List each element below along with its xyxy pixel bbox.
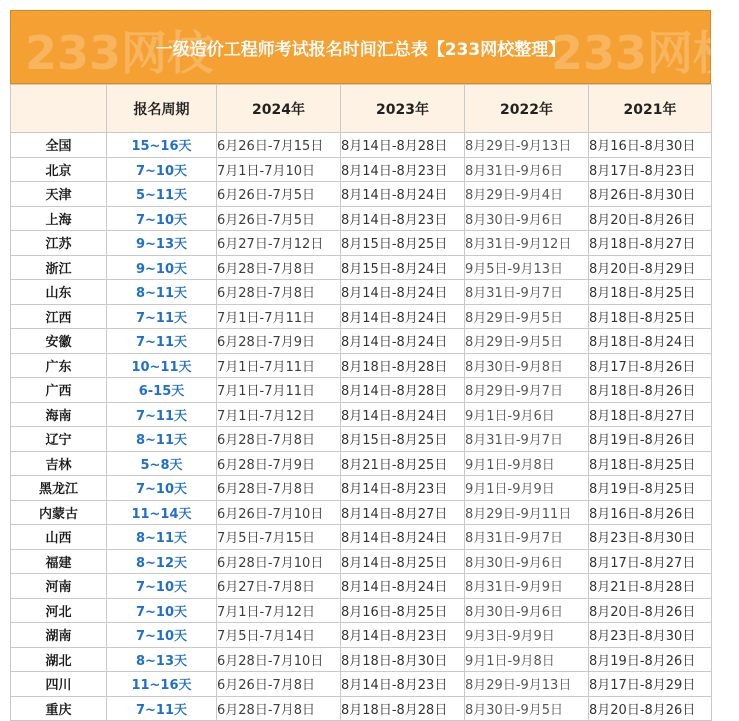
- date-2024-cell: 6月26日-7月10日: [217, 500, 341, 525]
- period-cell: 7~11天: [107, 402, 217, 427]
- date-2024-cell: 7月1日-7月12日: [217, 402, 341, 427]
- period-cell: 7~10天: [107, 206, 217, 231]
- date-2024-cell: 6月28日-7月10日: [217, 549, 341, 574]
- table-row: [11, 476, 712, 501]
- watermark-right: 233网校: [551, 26, 739, 80]
- table-row: [11, 500, 712, 525]
- period-cell: 11~16天: [107, 672, 217, 697]
- period-cell: 11~14天: [107, 500, 217, 525]
- date-2024-cell: 6月28日-7月8日: [217, 255, 341, 280]
- date-2023-cell: 8月14日-8月23日: [341, 476, 465, 501]
- table-row: [11, 451, 712, 476]
- period-cell: 8~11天: [107, 525, 217, 550]
- date-2021-cell: 8月18日-8月25日: [589, 451, 712, 476]
- region-cell: 内蒙古: [11, 500, 107, 525]
- date-2024-cell: 6月28日-7月10日: [217, 647, 341, 672]
- date-2024-cell: 6月26日-7月5日: [217, 182, 341, 207]
- table-row: [11, 378, 712, 403]
- date-2021-cell: 8月16日-8月30日: [589, 133, 712, 158]
- region-cell: 湖北: [11, 647, 107, 672]
- table-row: [11, 231, 712, 256]
- region-cell: 天津: [11, 182, 107, 207]
- date-2024-cell: 6月27日-7月8日: [217, 574, 341, 599]
- date-2021-cell: 8月18日-8月27日: [589, 402, 712, 427]
- date-2022-cell: 8月31日-9月7日: [465, 280, 589, 305]
- date-2024-cell: 7月1日-7月11日: [217, 378, 341, 403]
- region-cell: 河南: [11, 574, 107, 599]
- date-2024-cell: 6月28日-7月8日: [217, 696, 341, 721]
- date-2024-cell: 7月5日-7月14日: [217, 623, 341, 648]
- header-row: [11, 85, 712, 133]
- period-cell: 8~11天: [107, 280, 217, 305]
- date-2023-cell: 8月14日-8月24日: [341, 304, 465, 329]
- date-2023-cell: 8月15日-8月25日: [341, 427, 465, 452]
- region-cell: 安徽: [11, 329, 107, 354]
- date-2023-cell: 8月14日-8月25日: [341, 549, 465, 574]
- region-cell: 山东: [11, 280, 107, 305]
- date-2022-cell: 8月29日-9月13日: [465, 672, 589, 697]
- date-2022-cell: 8月29日-9月5日: [465, 304, 589, 329]
- date-2021-cell: 8月18日-8月26日: [589, 378, 712, 403]
- date-2024-cell: 7月1日-7月11日: [217, 304, 341, 329]
- region-cell: 北京: [11, 157, 107, 182]
- table-row: [11, 280, 712, 305]
- date-2022-cell: 9月5日-9月13日: [465, 255, 589, 280]
- date-2022-cell: 8月30日-9月6日: [465, 206, 589, 231]
- date-2024-cell: 6月28日-7月8日: [217, 476, 341, 501]
- date-2023-cell: 8月14日-8月23日: [341, 672, 465, 697]
- table-row: [11, 353, 712, 378]
- region-cell: 江苏: [11, 231, 107, 256]
- table-row: [11, 623, 712, 648]
- period-cell: 7~10天: [107, 157, 217, 182]
- date-2021-cell: 8月20日-8月26日: [589, 598, 712, 623]
- date-2024-cell: 6月26日-7月5日: [217, 206, 341, 231]
- date-2023-cell: 8月18日-8月30日: [341, 647, 465, 672]
- date-2022-cell: 9月1日-9月8日: [465, 647, 589, 672]
- date-2024-cell: 6月28日-7月8日: [217, 427, 341, 452]
- region-cell: 吉林: [11, 451, 107, 476]
- date-2023-cell: 8月14日-8月24日: [341, 280, 465, 305]
- date-2024-cell: 7月1日-7月12日: [217, 598, 341, 623]
- date-2023-cell: 8月15日-8月25日: [341, 231, 465, 256]
- period-cell: 10~11天: [107, 353, 217, 378]
- region-cell: 黑龙江: [11, 476, 107, 501]
- date-2023-cell: 8月14日-8月24日: [341, 574, 465, 599]
- date-2023-cell: 8月14日-8月24日: [341, 402, 465, 427]
- period-cell: 7~10天: [107, 623, 217, 648]
- region-cell: 广西: [11, 378, 107, 403]
- registration-table: [10, 84, 712, 721]
- region-cell: 江西: [11, 304, 107, 329]
- period-cell: 15~16天: [107, 133, 217, 158]
- date-2023-cell: 8月14日-8月23日: [341, 157, 465, 182]
- header-blank: [11, 85, 107, 133]
- period-cell: 5~8天: [107, 451, 217, 476]
- date-2021-cell: 8月19日-8月25日: [589, 476, 712, 501]
- title-banner: [10, 10, 739, 84]
- date-2023-cell: 8月14日-8月24日: [341, 329, 465, 354]
- period-cell: 8~12天: [107, 549, 217, 574]
- date-2024-cell: 7月5日-7月15日: [217, 525, 341, 550]
- region-cell: 山西: [11, 525, 107, 550]
- date-2022-cell: 8月31日-9月7日: [465, 525, 589, 550]
- date-2024-cell: 6月28日-7月8日: [217, 280, 341, 305]
- date-2022-cell: 8月30日-9月8日: [465, 353, 589, 378]
- date-2022-cell: 8月31日-9月6日: [465, 157, 589, 182]
- table-row: [11, 574, 712, 599]
- table-row: [11, 402, 712, 427]
- table-row: [11, 329, 712, 354]
- date-2021-cell: 8月17日-8月23日: [589, 157, 712, 182]
- date-2023-cell: 8月18日-8月28日: [341, 353, 465, 378]
- date-2024-cell: 6月28日-7月9日: [217, 451, 341, 476]
- region-cell: 上海: [11, 206, 107, 231]
- date-2023-cell: 8月14日-8月28日: [341, 378, 465, 403]
- table-row: [11, 255, 712, 280]
- date-2021-cell: 8月20日-8月26日: [589, 696, 712, 721]
- header-2023: 2023年: [341, 85, 465, 133]
- period-cell: 7~10天: [107, 598, 217, 623]
- period-cell: 5~11天: [107, 182, 217, 207]
- date-2022-cell: 8月31日-9月12日: [465, 231, 589, 256]
- date-2024-cell: 7月1日-7月10日: [217, 157, 341, 182]
- page-title: 一级造价工程师考试报名时间汇总表【233网校整理】: [155, 39, 566, 60]
- region-cell: 浙江: [11, 255, 107, 280]
- period-cell: 7~10天: [107, 574, 217, 599]
- region-cell: 四川: [11, 672, 107, 697]
- date-2022-cell: 8月29日-9月4日: [465, 182, 589, 207]
- date-2022-cell: 8月29日-9月13日: [465, 133, 589, 158]
- date-2022-cell: 8月30日-9月6日: [465, 598, 589, 623]
- table-row: [11, 182, 712, 207]
- date-2021-cell: 8月19日-8月26日: [589, 427, 712, 452]
- table-row: [11, 598, 712, 623]
- date-2024-cell: 6月27日-7月12日: [217, 231, 341, 256]
- date-2022-cell: 8月29日-9月11日: [465, 500, 589, 525]
- region-cell: 全国: [11, 133, 107, 158]
- table-row: [11, 525, 712, 550]
- date-2023-cell: 8月18日-8月28日: [341, 696, 465, 721]
- period-cell: 7~11天: [107, 329, 217, 354]
- table-row: [11, 206, 712, 231]
- date-2023-cell: 8月14日-8月24日: [341, 525, 465, 550]
- region-cell: 福建: [11, 549, 107, 574]
- date-2022-cell: 8月31日-9月7日: [465, 427, 589, 452]
- date-2021-cell: 8月17日-8月27日: [589, 549, 712, 574]
- date-2022-cell: 8月29日-9月7日: [465, 378, 589, 403]
- date-2024-cell: 6月26日-7月8日: [217, 672, 341, 697]
- date-2022-cell: 8月29日-9月5日: [465, 329, 589, 354]
- date-2023-cell: 8月21日-8月25日: [341, 451, 465, 476]
- period-cell: 7~11天: [107, 304, 217, 329]
- date-2022-cell: 8月30日-9月6日: [465, 549, 589, 574]
- date-2021-cell: 8月20日-8月29日: [589, 255, 712, 280]
- date-2023-cell: 8月14日-8月24日: [341, 182, 465, 207]
- table-row: [11, 304, 712, 329]
- table-row: [11, 427, 712, 452]
- period-cell: 8~13天: [107, 647, 217, 672]
- date-2024-cell: 6月26日-7月15日: [217, 133, 341, 158]
- table-row: [11, 672, 712, 697]
- watermark-left: 233网校: [25, 26, 214, 80]
- region-cell: 湖南: [11, 623, 107, 648]
- table-row: [11, 133, 712, 158]
- date-2021-cell: 8月26日-8月30日: [589, 182, 712, 207]
- date-2022-cell: 9月1日-9月9日: [465, 476, 589, 501]
- period-cell: 6-15天: [107, 378, 217, 403]
- date-2021-cell: 8月19日-8月26日: [589, 647, 712, 672]
- header-2021: 2021年: [589, 85, 712, 133]
- table-row: [11, 157, 712, 182]
- header-period: 报名周期: [107, 85, 217, 133]
- period-cell: 9~10天: [107, 255, 217, 280]
- date-2024-cell: 6月28日-7月9日: [217, 329, 341, 354]
- date-2022-cell: 8月31日-9月9日: [465, 574, 589, 599]
- period-cell: 7~10天: [107, 476, 217, 501]
- date-2021-cell: 8月18日-8月25日: [589, 280, 712, 305]
- table-row: [11, 696, 712, 721]
- date-2021-cell: 8月20日-8月26日: [589, 206, 712, 231]
- table-body: [11, 133, 712, 721]
- date-2021-cell: 8月23日-8月30日: [589, 623, 712, 648]
- header-2024: 2024年: [217, 85, 341, 133]
- region-cell: 河北: [11, 598, 107, 623]
- region-cell: 广东: [11, 353, 107, 378]
- date-2022-cell: 9月1日-9月8日: [465, 451, 589, 476]
- table-row: [11, 549, 712, 574]
- date-2023-cell: 8月15日-8月24日: [341, 255, 465, 280]
- header-2022: 2022年: [465, 85, 589, 133]
- period-cell: 9~13天: [107, 231, 217, 256]
- date-2023-cell: 8月14日-8月27日: [341, 500, 465, 525]
- date-2021-cell: 8月16日-8月26日: [589, 500, 712, 525]
- region-cell: 海南: [11, 402, 107, 427]
- date-2023-cell: 8月14日-8月23日: [341, 206, 465, 231]
- date-2021-cell: 8月17日-8月29日: [589, 672, 712, 697]
- period-cell: 8~11天: [107, 427, 217, 452]
- region-cell: 辽宁: [11, 427, 107, 452]
- date-2024-cell: 7月1日-7月11日: [217, 353, 341, 378]
- period-cell: 7~11天: [107, 696, 217, 721]
- date-2022-cell: 9月3日-9月9日: [465, 623, 589, 648]
- date-2021-cell: 8月23日-8月30日: [589, 525, 712, 550]
- date-2022-cell: 9月1日-9月6日: [465, 402, 589, 427]
- date-2021-cell: 8月18日-8月27日: [589, 231, 712, 256]
- table-row: [11, 647, 712, 672]
- date-2021-cell: 8月18日-8月24日: [589, 329, 712, 354]
- date-2021-cell: 8月18日-8月25日: [589, 304, 712, 329]
- date-2021-cell: 8月17日-8月26日: [589, 353, 712, 378]
- date-2023-cell: 8月16日-8月25日: [341, 598, 465, 623]
- date-2023-cell: 8月14日-8月23日: [341, 623, 465, 648]
- date-2023-cell: 8月14日-8月28日: [341, 133, 465, 158]
- date-2022-cell: 8月30日-9月5日: [465, 696, 589, 721]
- region-cell: 重庆: [11, 696, 107, 721]
- date-2021-cell: 8月21日-8月28日: [589, 574, 712, 599]
